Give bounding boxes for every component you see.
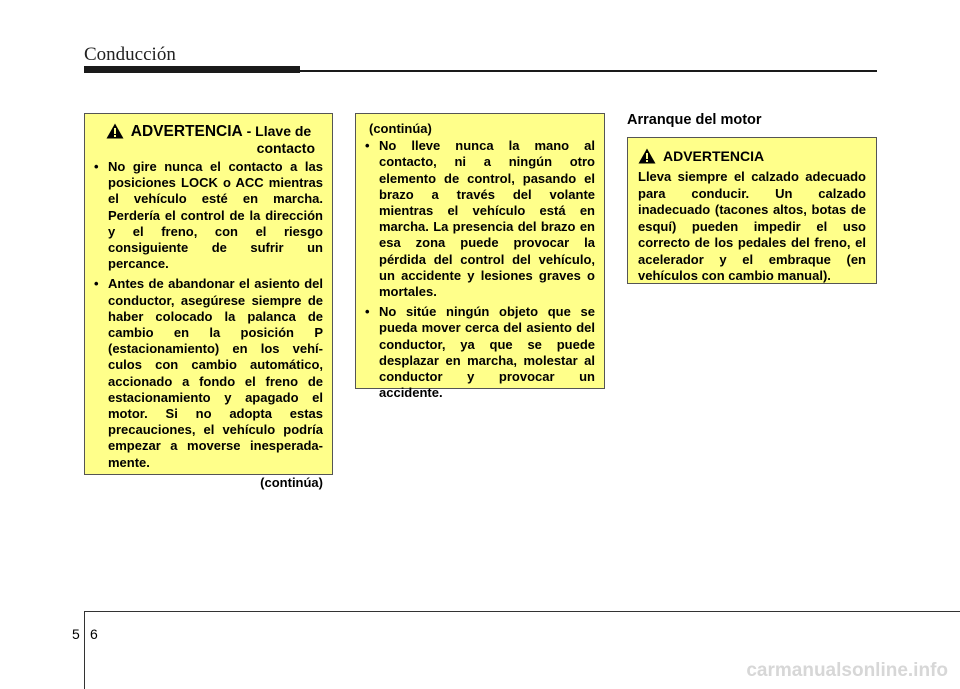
warning-title: ADVERTENCIA — [663, 148, 765, 164]
continued-label: (continúa) — [260, 474, 323, 490]
section-heading: Arranque del motor — [627, 112, 762, 128]
warning-box-footwear — [627, 137, 877, 284]
warning-subtitle: - Llave de — [242, 123, 312, 139]
warning-box-continued — [355, 113, 605, 401]
list-item: • No gire nunca el contacto a las posiciones LOCK o ACC mientras el vehículo esté en marcha. Perdería el control de la dirección y el freno, con el riesgo consiguiente de sufrir un percance. — [94, 159, 323, 272]
page-header-title: Conducción — [84, 44, 176, 65]
footer-divider — [84, 611, 85, 689]
warning-box-ignition-key — [84, 113, 333, 490]
warning-triangle-icon — [106, 123, 124, 139]
watermark: carmanualsonline.info — [746, 660, 948, 681]
list-item: • No lleve nunca la mano al contacto, ni a ningún otro elemento de control, pasando el brazo a través del volante mientras el vehículo está en marcha. La presencia del brazo en esa zona puede provocar la pérdida del control del vehículo, un accidente y lesiones graves o mortales. — [365, 138, 595, 300]
warning-bullet-list — [365, 138, 595, 401]
footer-rule — [84, 611, 960, 612]
warning-triangle-icon — [638, 148, 656, 164]
header-rule-thick — [84, 66, 300, 73]
warning-bullet-list — [94, 159, 323, 471]
page-number: 6 — [90, 626, 98, 642]
continued-label: (continúa) — [369, 121, 432, 136]
warning-body: Lleva siempre el calzado adecuado para conducir. Un calzado inadecuado (tacones altos, botas de esquí) pueden impedir el uso correcto de los pedales del freno, el acelerador y el embraque (en vehículos con cambio manual). — [638, 169, 866, 283]
warning-subtitle-line2: contacto — [256, 140, 315, 156]
chapter-number: 5 — [72, 626, 80, 642]
header-rule-thin — [300, 70, 877, 72]
list-item: • No sitúe ningún objeto que se pueda mover cerca del asiento del conductor, ya que se puede desplazar en marcha, molestar al conductor y provocar un accidente. — [365, 304, 595, 401]
warning-header — [94, 123, 323, 140]
warning-header — [638, 148, 866, 164]
warning-title: ADVERTENCIA — [130, 123, 243, 140]
list-item: • Antes de abandonar el asiento del conductor, asegúrese siempre de haber colocado la palanca de cambio en la posición P (estacionamiento) en los vehí- culos con cambio automático, accionado a fondo el freno de estacionamiento y apagado el motor. Si no adopta estas precauciones, el vehículo podría empezar a moverse inesperada- mente. — [94, 276, 323, 470]
